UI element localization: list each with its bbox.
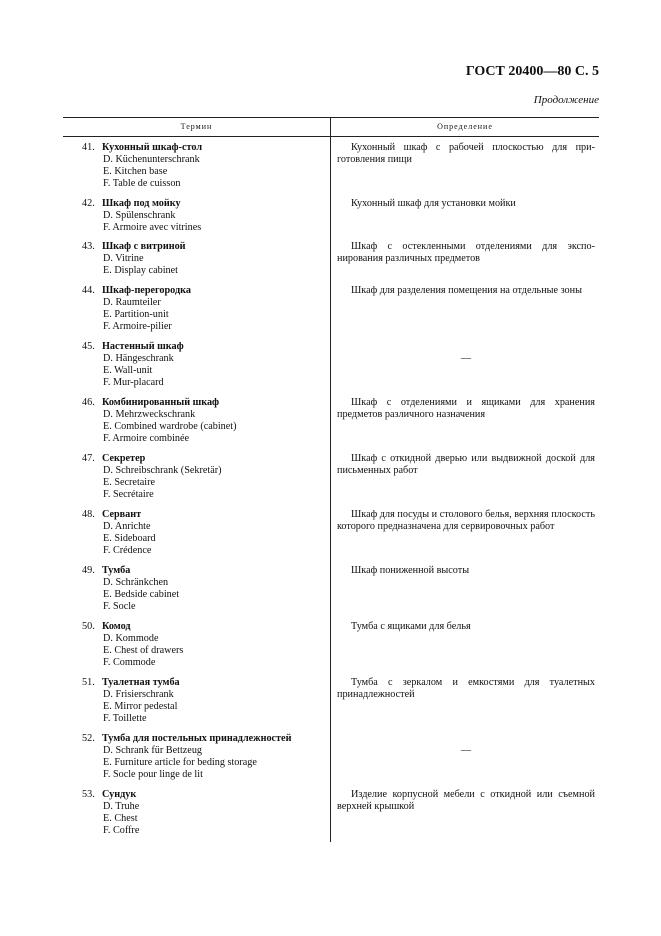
term-number: 42. <box>82 198 95 209</box>
term-name: Секретер <box>102 453 146 464</box>
term-cell <box>82 733 327 781</box>
definition-text: Кухонный шкаф с рабочей плоскостью для приготовления пищи <box>337 142 595 165</box>
term-translation: E. Kitchen base <box>103 166 168 177</box>
term-name: Комбинированный шкаф <box>102 397 220 408</box>
term-translation: D. Vitrine <box>103 253 144 264</box>
term-cell <box>82 341 327 389</box>
definition-text: Шкаф с отделениями и ящиками для хранения предметов различного назначения <box>337 397 595 420</box>
term-title <box>82 509 327 521</box>
term-translation: D. Schränkchen <box>103 577 169 588</box>
term-title <box>82 621 327 633</box>
term-title <box>82 241 327 253</box>
column-header-definitions: Определение <box>437 122 493 131</box>
term-translation: D. Küchenunterschrank <box>103 154 200 165</box>
term-cell <box>82 677 327 725</box>
term-number: 47. <box>82 453 95 464</box>
definition-dash: — <box>460 745 472 756</box>
term-cell <box>82 565 327 613</box>
term-name: Шкаф-перегородка <box>102 285 191 296</box>
term-name: Туалетная тумба <box>102 677 180 688</box>
term-translation: E. Furniture article for beding storage <box>103 757 257 768</box>
term-translation: E. Chest of drawers <box>103 645 184 656</box>
term-name: Кухонный шкаф-стол <box>102 142 203 153</box>
definition-cell <box>337 198 595 210</box>
term-name: Шкаф с витриной <box>102 241 186 252</box>
term-translation: F. Commode <box>103 657 156 668</box>
term-title <box>82 285 327 297</box>
term-translation: E. Secretaire <box>103 477 156 488</box>
term-number: 41. <box>82 142 95 153</box>
table-top-rule <box>63 117 599 118</box>
term-title <box>82 453 327 465</box>
term-translation: E. Mirror pedestal <box>103 701 178 712</box>
definition-cell <box>337 397 595 421</box>
term-cell <box>82 198 327 234</box>
definition-cell <box>337 341 595 365</box>
term-translation: F. Table de cuisson <box>103 178 181 189</box>
term-name: Сервант <box>102 509 142 520</box>
term-number: 44. <box>82 285 95 296</box>
term-title <box>82 677 327 689</box>
definition-text: Тумба с зеркалом и емкостями для туалетных принадлежностей <box>337 677 595 700</box>
term-number: 52. <box>82 733 95 744</box>
term-translation: E. Chest <box>103 813 138 824</box>
definition-cell <box>337 285 595 297</box>
term-translation: D. Schrank für Bettzeug <box>103 745 203 756</box>
term-translation: E. Sideboard <box>103 533 156 544</box>
term-name: Тумба <box>102 565 131 576</box>
term-translation: F. Armoire avec vitrines <box>103 222 202 233</box>
term-number: 48. <box>82 509 95 520</box>
term-translation: F. Armoire-pilier <box>103 321 172 332</box>
term-number: 49. <box>82 565 95 576</box>
term-translation: F. Armoire combinée <box>103 433 190 444</box>
term-translation: F. Crédence <box>103 545 152 556</box>
definition-text: Шкаф пониженной высоты <box>351 565 470 576</box>
term-cell <box>82 397 327 445</box>
term-number: 43. <box>82 241 95 252</box>
definition-cell <box>337 733 595 757</box>
term-name: Комод <box>102 621 131 632</box>
term-name: Сундук <box>102 789 137 800</box>
term-cell <box>82 789 327 837</box>
definition-cell <box>337 509 595 533</box>
term-name: Тумба для постельных принадлежностей <box>102 733 292 744</box>
term-cell <box>82 453 327 501</box>
term-translation: D. Spülenschrank <box>103 210 176 221</box>
term-translation: E. Combined wardrobe (cabinet) <box>103 421 237 432</box>
term-number: 45. <box>82 341 95 352</box>
term-title <box>82 733 327 745</box>
definition-dash: — <box>460 353 472 364</box>
term-cell <box>82 142 327 190</box>
page-header: ГОСТ 20400—80 С. 5 <box>465 64 599 79</box>
definition-cell <box>337 789 595 813</box>
term-translation: D. Hängeschrank <box>103 353 174 364</box>
term-translation: D. Frisierschrank <box>103 689 174 700</box>
definition-cell <box>337 241 595 265</box>
definition-text: Изделие корпусной мебели с откидной или съемной верхней крышкой <box>337 789 595 812</box>
column-header-terms: Термин <box>180 122 213 131</box>
term-cell <box>82 509 327 557</box>
term-title <box>82 198 327 210</box>
term-translation: D. Kommode <box>103 633 159 644</box>
definition-cell <box>337 453 595 477</box>
terms-table <box>63 117 599 842</box>
term-translation: D. Raumteiler <box>103 297 161 308</box>
term-number: 50. <box>82 621 95 632</box>
definition-text: Шкаф с откидной дверью или выдвижной доской для письменных работ <box>337 453 595 476</box>
term-translation: D. Anrichte <box>103 521 151 532</box>
term-translation: F. Mur-placard <box>103 377 164 388</box>
term-number: 51. <box>82 677 95 688</box>
definition-cell <box>337 677 595 701</box>
term-name: Шкаф под мойку <box>102 198 181 209</box>
term-translation: D. Schreibschrank (Sekretär) <box>103 465 222 476</box>
definition-cell <box>337 142 595 166</box>
term-title <box>82 789 327 801</box>
term-translation: D. Mehrzweckschrank <box>103 409 196 420</box>
definition-text: Кухонный шкаф для установки мойки <box>351 198 516 209</box>
continuation-label: Продолжение <box>533 94 599 106</box>
term-cell <box>82 285 327 333</box>
term-number: 53. <box>82 789 95 800</box>
definition-cell <box>337 621 595 633</box>
term-translation: F. Toillette <box>103 713 147 724</box>
term-translation: F. Socle <box>103 601 136 612</box>
term-translation: E. Bedside cabinet <box>103 589 180 600</box>
column-divider <box>330 117 331 842</box>
definition-text: Шкаф для посуды и столового белья, верхняя плоскость которого предназначена для сервировочных работ <box>337 509 595 532</box>
term-translation: F. Secrétaire <box>103 489 154 500</box>
definition-text: Шкаф для разделения помещения на отдельные зоны <box>351 285 582 296</box>
term-title <box>82 397 327 409</box>
term-translation: F. Coffre <box>103 825 140 836</box>
term-title <box>82 565 327 577</box>
term-translation: E. Wall-unit <box>103 365 153 376</box>
definition-text: Тумба с ящиками для белья <box>351 621 471 632</box>
term-translation: F. Socle pour linge de lit <box>103 769 203 780</box>
term-translation: D. Truhe <box>103 801 140 812</box>
term-title <box>82 341 327 353</box>
term-cell <box>82 241 327 277</box>
table-header-rule <box>63 136 599 137</box>
definition-cell <box>337 565 595 577</box>
definition-text: Шкаф с остекленными отделениями для экспонирования различных предметов <box>337 241 595 264</box>
term-translation: E. Partition-unit <box>103 309 169 320</box>
term-translation: E. Display cabinet <box>103 265 178 276</box>
term-number: 46. <box>82 397 95 408</box>
term-cell <box>82 621 327 669</box>
term-name: Настенный шкаф <box>102 341 184 352</box>
term-title <box>82 142 327 154</box>
